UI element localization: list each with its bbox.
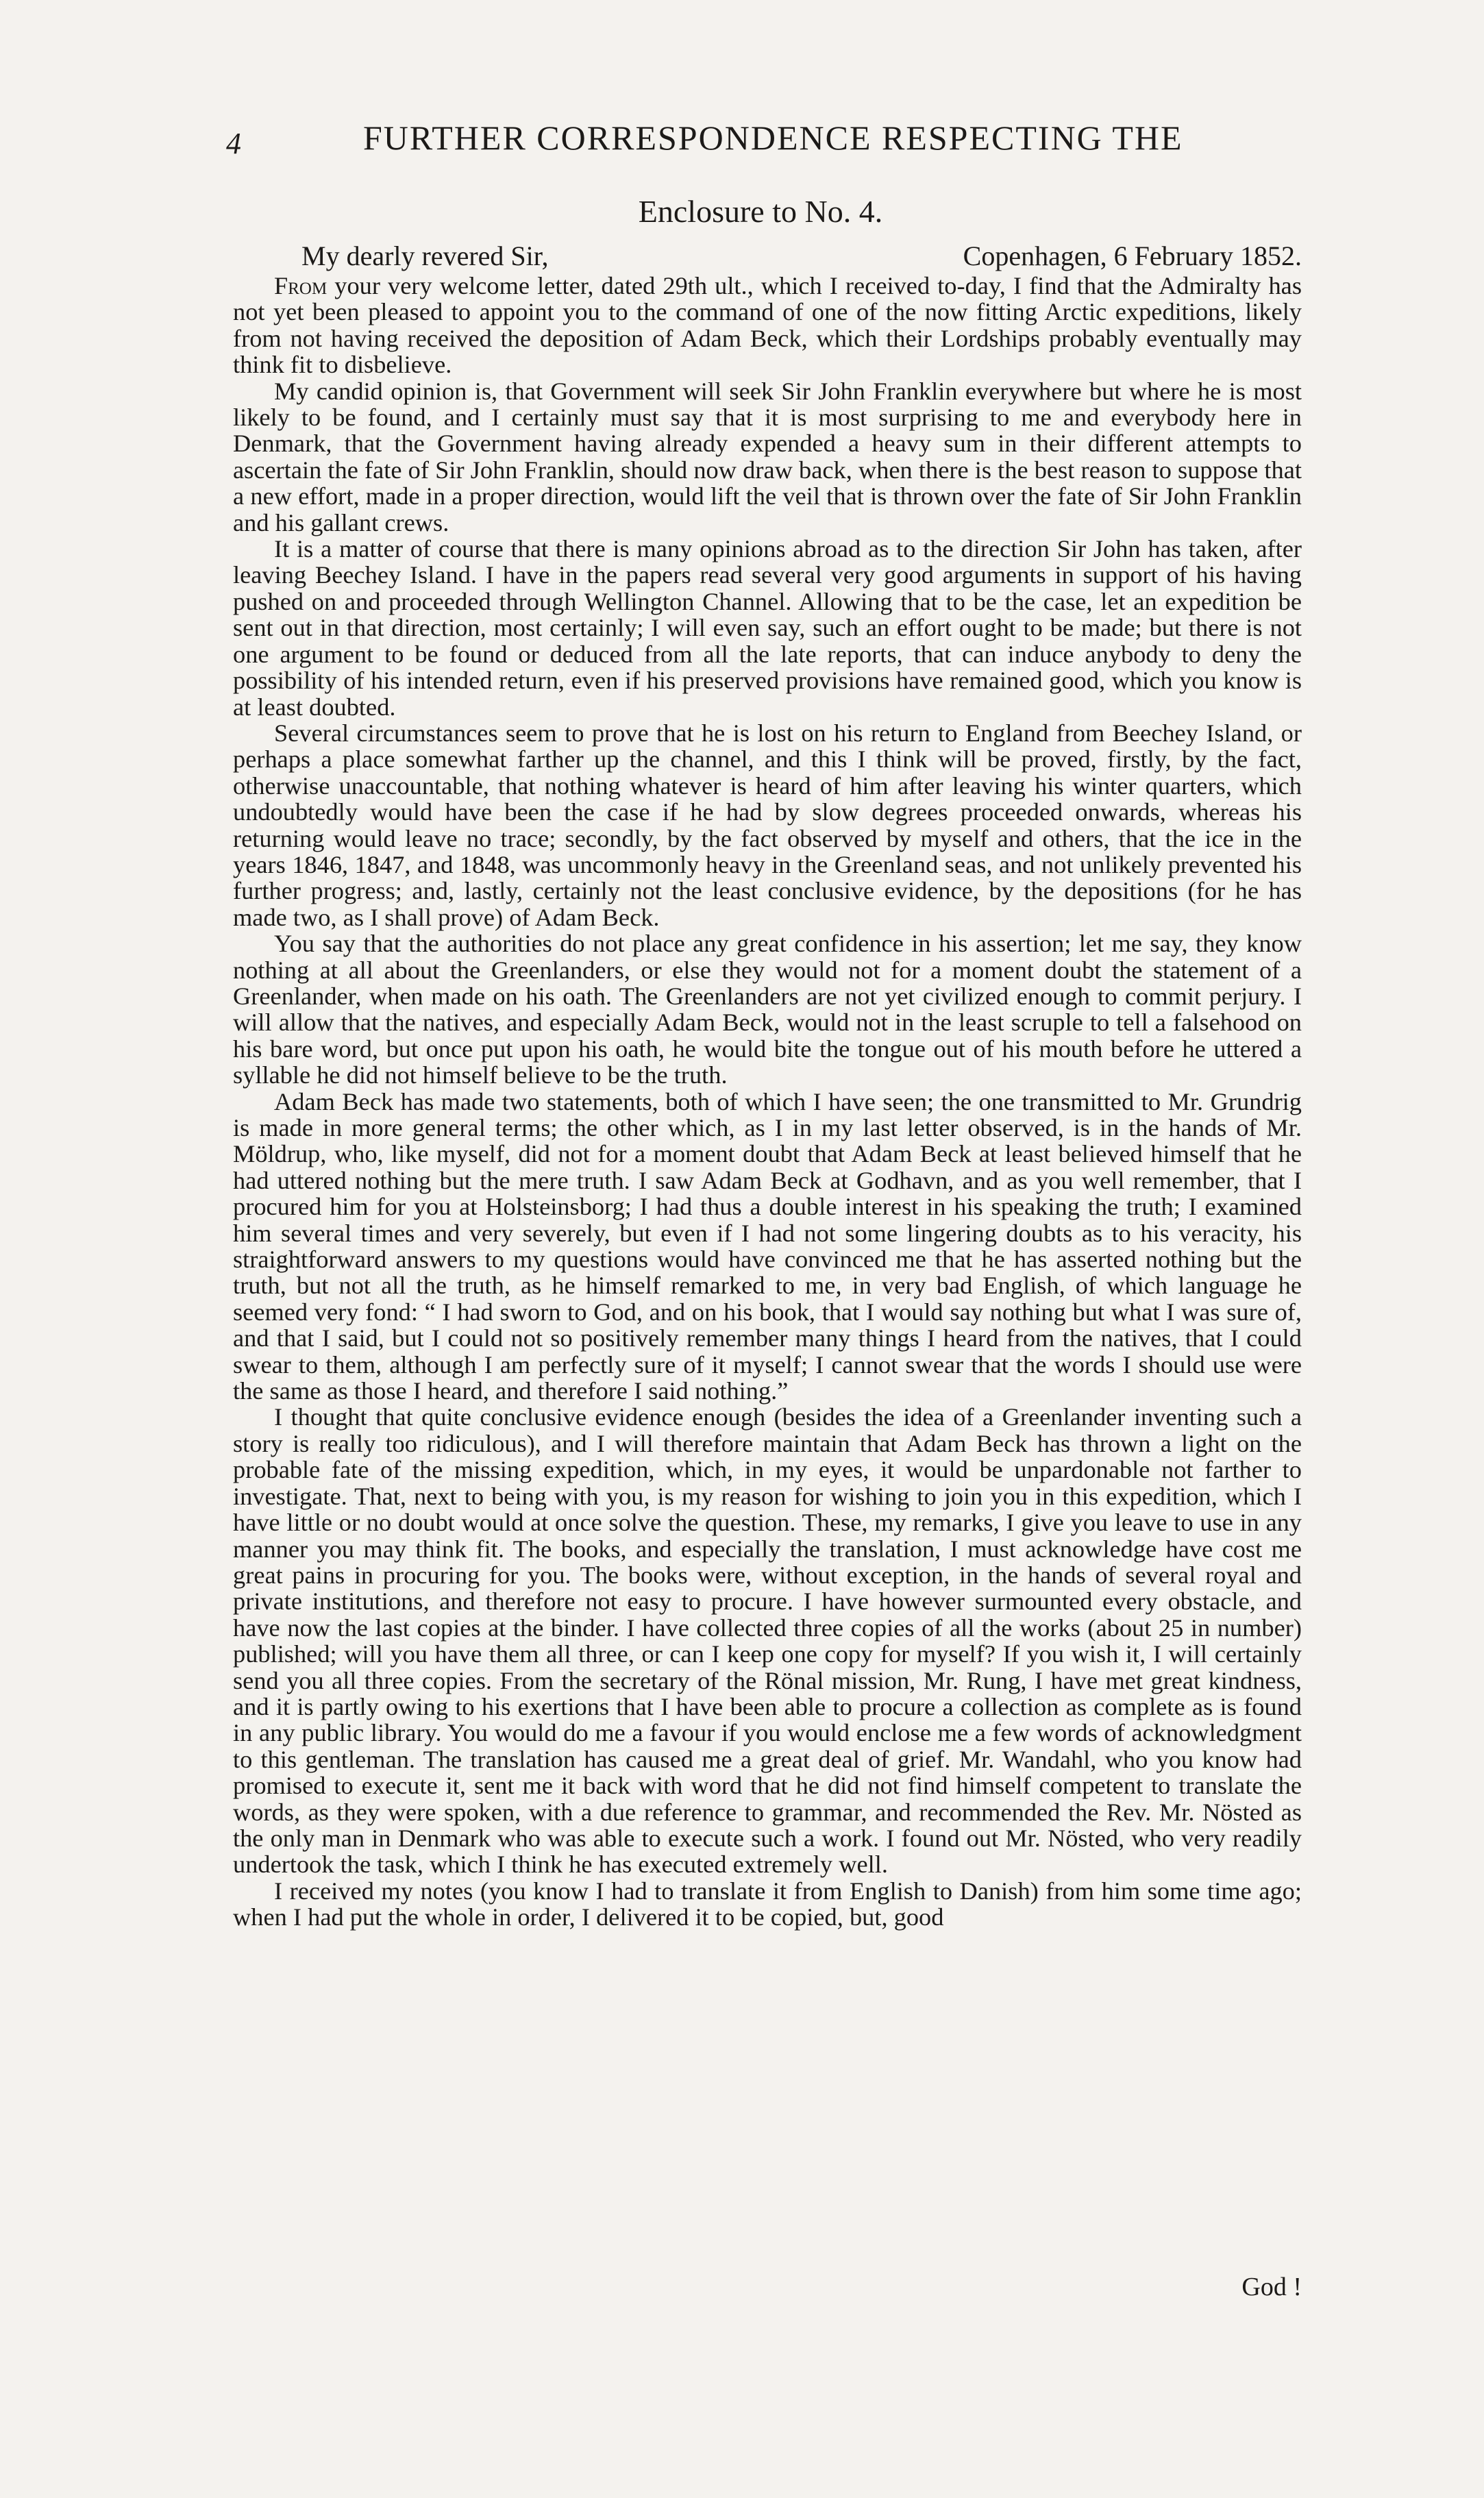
paragraph-8: I received my notes (you know I had to translate it from English to Danish) from him some time ago; when I had put the whole in order, I delivered it to be copied, but, good (233, 1877, 1302, 1931)
paragraph-3: It is a matter of course that there is many opinions abroad as to the direction Sir John has taken, after leaving Beechey Island. I have in the papers read several very good arguments in support of his having pushed on and proceeded through Wellington Channel. Allowing that to be the case, let an expedition be sent out in that direction, most certainly; I will even say, such an effort ought to be made; but there is not one argument to be found or deduced from all the late reports, that can induce anybody to deny the possibility of his intended return, even if his preserved provisions have remained good, which you know is at least doubted. (233, 535, 1302, 721)
running-title: FURTHER CORRESPONDENCE RESPECTING THE (363, 119, 1183, 157)
enclosure-title: Enclosure to No. 4. (638, 194, 883, 229)
page-header (219, 118, 1302, 166)
paragraph-5: You say that the authorities do not place any great confidence in his assertion; let me say, they know nothing at all about the Greenlanders, or else they would not for a moment doubt the statement of a Greenlander, when made on his oath. The Greenlanders are not yet civilized enough to commit perjury. I will allow that the natives, and especially Adam Beck, would not in the least scruple to tell a falsehood on his bare word, but once put upon his oath, he would bite the tongue out of his mouth before he uttered a syllable he did not himself believe to be the truth. (233, 930, 1302, 1089)
paragraph-2: My candid opinion is, that Government will seek Sir John Franklin everywhere but where he is most likely to be found, and I certainly must say that it is most surprising to me and everybody here in Denmark, that the Government having already expended a heavy sum in their different attempts to ascertain the fate of Sir John Franklin, should now draw back, when there is the best reason to suppose that a new effort, made in a proper direction, would lift the veil that is thrown over the fate of Sir John Franklin and his gallant crews. (233, 377, 1302, 536)
place-and-date: Copenhagen, 6 February 1852. (963, 240, 1302, 271)
letter-body (233, 273, 1302, 1931)
paragraph-1 (233, 273, 1302, 378)
paragraph-6: Adam Beck has made two statements, both of which I have seen; the one transmitted to Mr. Grundrig is made in more general terms; the other which, as I in my last letter observed, is in the hands of Mr. Möldrup, who, like myself, did not for a moment doubt that Adam Beck at least believed himself that he had uttered nothing but the mere truth. I saw Adam Beck at Godhavn, and as you well remember, that I procured him for you at Holsteinsborg; I had thus a double interest in his speaking the truth; I examined him several times and very severely, but even if I had not some lingering doubts as to his veracity, his straightforward answers to my questions would have convinced me that he has asserted nothing but the truth, but not all the truth, as he himself remarked to me, in very bad English, of which language he seemed very fond: “ I had sworn to God, and on his book, that I would say nothing but what I was sure of, and that I said, but I could not so positively remember many things I heard from the natives, that I could swear to them, although I am perfectly sure of it myself; I cannot swear that the words I should use were the same as those I heard, and therefore I said nothing.” (233, 1087, 1302, 1405)
opening-word: From (274, 272, 327, 299)
paragraph-1-text: your very welcome letter, dated 29th ult., which I received to-day, I find that the Admiralty has not yet been pleased to appoint you to the command of one of the now fitting Arctic expeditions, likely from not having received the deposition of Adam Beck, which their Lordships probably eventually may think fit to disbelieve. (233, 272, 1302, 379)
salutation-line (301, 240, 1302, 272)
paragraph-7: I thought that quite conclusive evidence enough (besides the idea of a Greenlander inventing such a story is really too ridiculous), and I will therefore maintain that Adam Beck has thrown a light on the probable fate of the missing expedition, which, in my eyes, it would be unpardonable not farther to investigate. That, next to being with you, is my reason for wishing to join you in this expedition, which I have little or no doubt would at once solve the question. These, my remarks, I give you leave to use in any manner you may think fit. The books, and especially the translation, I must acknowledge have cost me great pains in procuring for you. The books were, without exception, in the hands of several royal and private institutions, and therefore not easy to procure. I have however surmounted every obstacle, and have now the last copies at the binder. I have collected three copies of all the works (about 25 in number) published; will you have them all three, or can I keep one copy for myself? If you wish it, I will certainly send you all three copies. From the secretary of the Rönal mission, Mr. Rung, I have met great kindness, and it is partly owing to his exertions that I have been able to procure a collection as complete as is found in any public library. You would do me a favour if you would enclose me a few words of acknowledgment to this gentleman. The translation has caused me a great deal of grief. Mr. Wandahl, who you know had promised to execute it, sent me it back with word that he did not find himself competent to translate the words, as they were spoken, with a due reference to grammar, and recommended the Rev. Mr. Nösted as the only man in Denmark who was able to execute such a work. I found out Mr. Nösted, who very readily undertook the task, which I think he has executed extremely well. (233, 1403, 1302, 1879)
catchword: God ! (1241, 2273, 1302, 2301)
salutation: My dearly revered Sir, (301, 240, 549, 271)
page-number: 4 (226, 127, 241, 160)
paragraph-4: Several circumstances seem to prove that he is lost on his return to England from Beechey Island, or perhaps a place somewhat farther up the channel, and this I think will be proved, firstly, by the fact, otherwise unaccountable, that nothing whatever is heard of him after leaving his winter quarters, which undoubtedly would have been the case if he had by slow degrees proceeded onwards, whereas his returning would leave no trace; secondly, by the fact observed by myself and others, that the ice in the years 1846, 1847, and 1848, was uncommonly heavy in the Greenland seas, and not unlikely prevented his further progress; and, lastly, certainly not the least conclusive evidence, by the depositions (for he has made two, as I shall prove) of Adam Beck. (233, 719, 1302, 931)
